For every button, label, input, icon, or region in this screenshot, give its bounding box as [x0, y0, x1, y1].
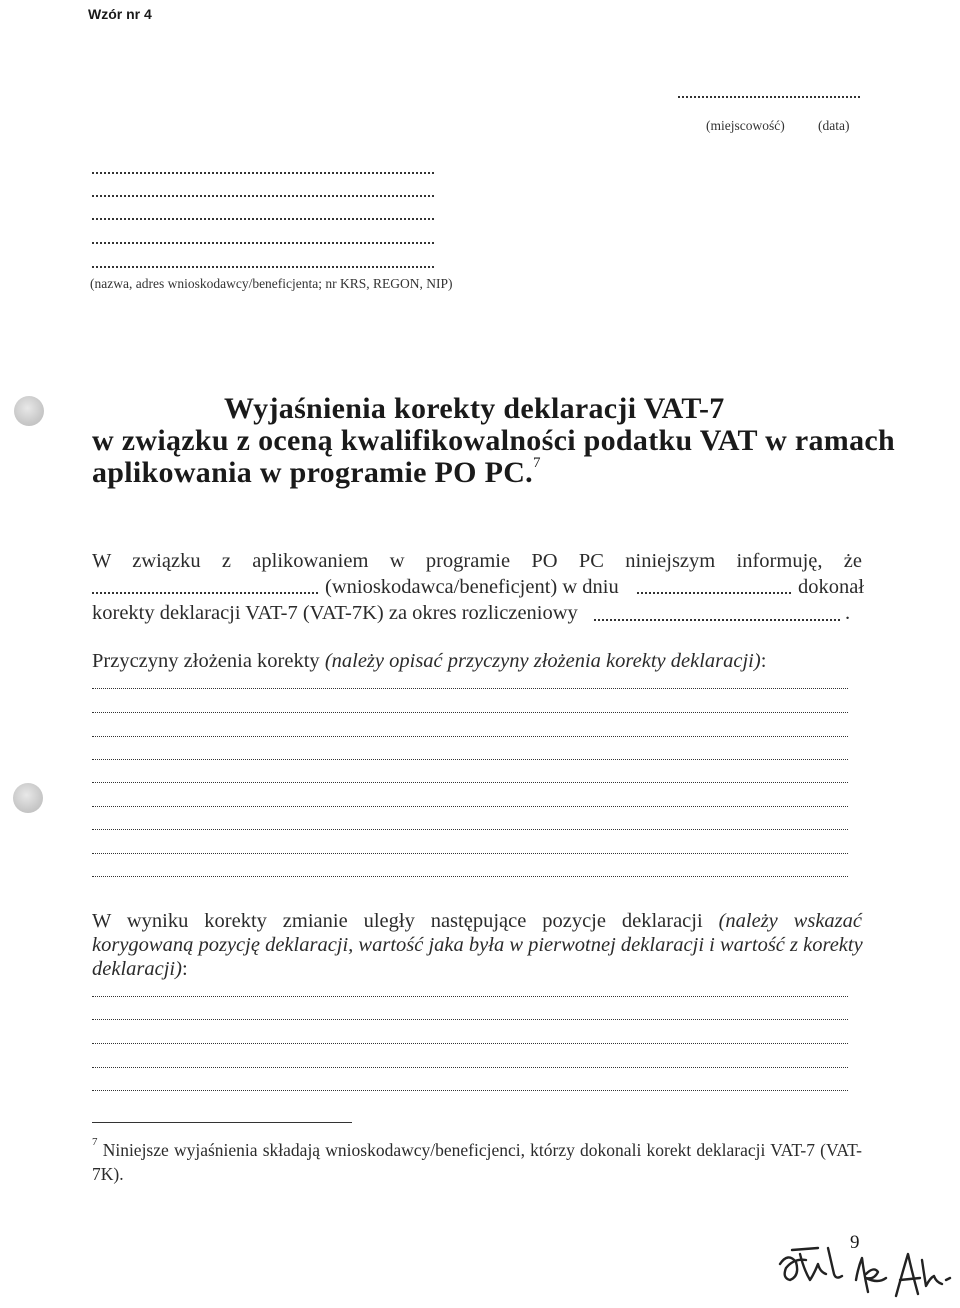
punch-hole-top — [14, 396, 44, 426]
reasons-instruction: (należy opisać przyczyny złożenia korekty deklaracji) — [324, 650, 761, 672]
changes-line-1-italic: (należy wskazać — [718, 910, 863, 932]
punch-hole-bottom — [13, 783, 43, 813]
place-caption: (miejscowość) — [706, 118, 785, 133]
reasons-line-1 — [92, 688, 848, 689]
statement-line-2-end: dokonał — [798, 576, 865, 598]
changes-line-b — [92, 1019, 848, 1020]
applicant-line-5 — [92, 266, 434, 268]
reasons-line-6 — [92, 806, 848, 807]
statement-line-3: korekty deklaracji VAT-7 (VAT-7K) za okres rozliczeniowy — [92, 602, 578, 624]
footnote-number: 7 — [92, 1136, 98, 1149]
changes-line-d — [92, 1067, 848, 1068]
title-line-3: aplikowania w programie PO PC. — [92, 456, 533, 489]
changes-line-c — [92, 1043, 848, 1044]
applicant-caption: (nazwa, adres wnioskodawcy/beneficjenta; nr KRS, REGON, NIP) — [90, 276, 453, 291]
title-footnote-ref: 7 — [532, 455, 541, 471]
changes-line-e — [92, 1090, 848, 1091]
footnote-line-1: Niniejsze wyjaśnienia składają wnioskodawcy/beneficjenci, którzy dokonali korekt deklaracji VAT-7 (VAT- — [102, 1140, 862, 1160]
reasons-line-7 — [92, 829, 848, 830]
reasons-line-8 — [92, 853, 848, 854]
page-number: 9 — [850, 1232, 860, 1253]
statement-line-3-end: . — [845, 602, 851, 624]
date-caption: (data) — [818, 118, 850, 133]
applicant-line-1 — [92, 172, 434, 174]
applicant-line-2 — [92, 195, 434, 197]
reasons-colon: : — [760, 650, 767, 672]
applicant-name-blank — [92, 592, 318, 594]
applicant-line-3 — [92, 218, 434, 220]
changes-line-2: korygowaną pozycję deklaracji, wartość jaka była w pierwotnej deklaracji i wartość z korekty — [92, 934, 863, 956]
settlement-period-blank — [594, 619, 840, 621]
footnote-line-2: 7K). — [92, 1164, 124, 1184]
changes-line-1-plain: W wyniku korekty zmianie uległy następujące pozycje deklaracji — [92, 910, 719, 932]
form-number: Wzór nr 4 — [88, 6, 152, 22]
title-line-1: Wyjaśnienia korekty deklaracji VAT-7 — [224, 392, 725, 425]
reasons-line-3 — [92, 736, 848, 737]
reasons-line-5 — [92, 782, 848, 783]
reasons-line-9 — [92, 876, 848, 877]
title-line-2: w związku z oceną kwalifikowalności podatku VAT w ramach — [92, 424, 895, 457]
applicant-line-4 — [92, 242, 434, 244]
place-date-dotted-line — [678, 96, 860, 98]
reasons-line-4 — [92, 759, 848, 760]
statement-line-2-mid: (wnioskodawca/beneficjent) w dniu — [325, 576, 619, 598]
statement-line-1: W związku z aplikowaniem w programie PO PC niniejszym informuję, że — [92, 550, 862, 572]
reasons-line-2 — [92, 712, 848, 713]
correction-date-blank — [637, 592, 791, 594]
reasons-label: Przyczyny złożenia korekty — [92, 650, 325, 672]
footnote-separator — [92, 1122, 352, 1123]
changes-line-a — [92, 996, 848, 997]
handwritten-initials — [770, 1234, 960, 1306]
changes-line-3: deklaracji) — [92, 958, 182, 980]
changes-line-3-end: : — [181, 958, 188, 980]
